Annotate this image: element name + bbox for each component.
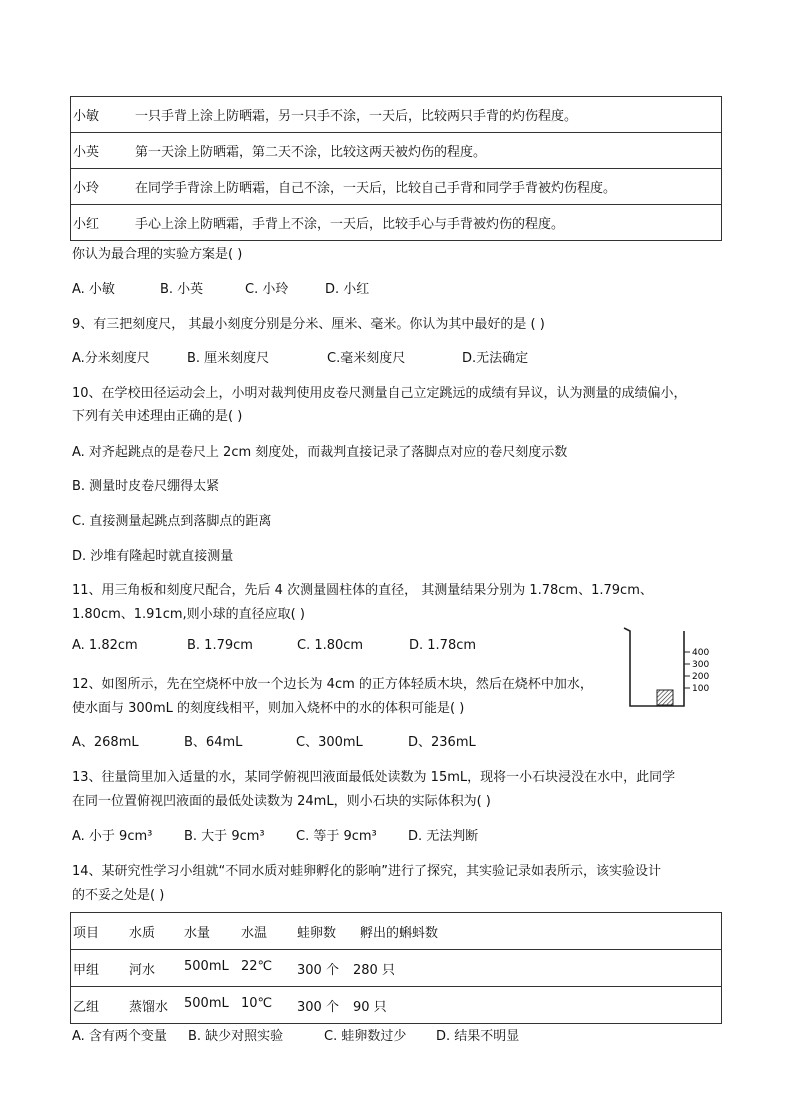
- q9-options: [72, 347, 528, 366]
- table-cell-desc: 手心上涂上防晒霜，手背上不涂，一天后，比较手心与手背被灼伤的程度。: [135, 217, 565, 232]
- q11-stem-line2: 1.80cm、1.91cm,则小球的直径应取( ): [72, 607, 305, 622]
- table-row: [71, 987, 721, 1023]
- option: C. 小玲: [245, 282, 289, 297]
- q10-stem-line2: 下列有关申述理由正确的是( ): [72, 409, 243, 424]
- table-row: [71, 133, 721, 169]
- table-header-cell: 蛙卵数: [297, 926, 337, 941]
- q10-option-d: D. 沙堆有隆起时就直接测量: [72, 549, 234, 564]
- option: A.分米刻度尺: [72, 351, 150, 366]
- table-cell: 300 个: [297, 963, 339, 978]
- q8-stem: 你认为最合理的实验方案是( ): [72, 247, 243, 262]
- table-row: [71, 950, 721, 987]
- table-row: [71, 169, 721, 205]
- table-header-cell: 孵出的蝌蚪数: [360, 926, 439, 941]
- beaker-tick-label: 200: [692, 672, 710, 682]
- q12-stem-line1: 12、如图所示，先在空烧杯中放一个边长为 4cm 的正方体轻质木块，然后在烧杯中加水，: [72, 677, 593, 692]
- option: B. 大于 9cm³: [184, 829, 265, 844]
- table-cell: 乙组: [73, 1000, 100, 1015]
- beaker-outline: [624, 628, 684, 706]
- table-cell: 90 只: [353, 1000, 387, 1015]
- table-cell: 300 个: [297, 1000, 339, 1015]
- q12-options: [72, 731, 476, 750]
- option: C. 等于 9cm³: [296, 829, 377, 844]
- table-row: [71, 205, 721, 240]
- option: D.无法确定: [462, 351, 529, 366]
- option: B. 缺少对照实验: [188, 1029, 284, 1044]
- q14-stem-line2: 的不妥之处是( ): [72, 888, 165, 903]
- option: C.毫米刻度尺: [327, 351, 406, 366]
- option: A. 含有两个变量: [72, 1029, 167, 1044]
- option: A. 1.82cm: [72, 638, 138, 653]
- table-cell-desc: 一只手背上涂上防晒霜，另一只手不涂，一天后，比较两只手背的灼伤程度。: [135, 109, 578, 124]
- q12-stem-line2: 使水面与 300mL 的刻度线相平，则加入烧杯中的水的体积可能是( ): [72, 701, 465, 716]
- option: A. 小于 9cm³: [72, 829, 153, 844]
- table-cell-desc: 第一天涂上防晒霜，第二天不涂，比较这两天被灼伤的程度。: [135, 145, 487, 160]
- option: C. 蛙卵数过少: [324, 1029, 407, 1044]
- q13-stem-line2: 在同一位置俯视凹液面的最低处读数为 24mL，则小石块的实际体积为( ): [72, 794, 491, 809]
- table-cell: 蒸馏水: [129, 1000, 169, 1015]
- option: A、268mL: [72, 735, 139, 750]
- experiment-plans-table: [70, 96, 722, 241]
- q11-options: [72, 638, 476, 653]
- q14-stem-line1: 14、某研究性学习小组就“不同水质对蛙卵孵化的影响”进行了探究，其实验记录如表所示，该实验设计: [72, 864, 662, 879]
- frog-egg-table: [70, 912, 722, 1024]
- q10-option-b: B. 测量时皮卷尺绷得太紧: [72, 479, 220, 494]
- table-cell-name: 小玲: [73, 181, 100, 196]
- table-cell: 甲组: [73, 963, 100, 978]
- option: D. 1.78cm: [409, 638, 477, 653]
- table-cell: 河水: [129, 963, 156, 978]
- table-header-cell: 水质: [129, 926, 156, 941]
- q11-stem-line1: 11、用三角板和刻度尺配合，先后 4 次测量圆柱体的直径， 其测量结果分别为 1.78cm、1.79cm、: [72, 583, 653, 598]
- option: C. 1.80cm: [297, 638, 364, 653]
- table-header-row: [71, 913, 721, 950]
- q8-options: [72, 278, 369, 297]
- table-cell: 500mL: [184, 959, 229, 974]
- table-cell: 22℃: [241, 959, 273, 974]
- q13-stem-line1: 13、往量筒里加入适量的水，某同学俯视凹液面最低处读数为 15mL，现将一小石块浸没在水中，此同学: [72, 770, 676, 785]
- beaker-figure: [622, 626, 717, 711]
- table-row: [71, 97, 721, 133]
- option: A. 小敏: [72, 282, 115, 297]
- option: B. 小英: [160, 282, 204, 297]
- table-header-cell: 水温: [241, 926, 268, 941]
- beaker-tick-label: 100: [692, 684, 710, 694]
- q13-options: [72, 825, 478, 844]
- option: D. 无法判断: [408, 829, 479, 844]
- option: B、64mL: [184, 735, 243, 750]
- table-cell-name: 小英: [73, 145, 100, 160]
- table-cell-desc: 在同学手背涂上防晒霜，自己不涂，一天后，比较自己手背和同学手背被灼伤程度。: [135, 181, 617, 196]
- table-cell-name: 小敏: [73, 109, 100, 124]
- option: D、236mL: [408, 735, 476, 750]
- option: B. 厘米刻度尺: [187, 351, 270, 366]
- option: D. 结果不明显: [436, 1029, 520, 1044]
- option: D. 小红: [325, 282, 370, 297]
- q9-stem: 9、有三把刻度尺， 其最小刻度分别是分米、厘米、毫米。你认为其中最好的是 ( ): [72, 317, 545, 332]
- table-cell: 500mL: [184, 996, 229, 1011]
- q10-option-c: C. 直接测量起跳点到落脚点的距离: [72, 514, 272, 529]
- beaker-tick-label: 400: [692, 648, 710, 658]
- q10-option-a: A. 对齐起跳点的是卷尺上 2cm 刻度处，而裁判直接记录了落脚点对应的卷尺刻度示数: [72, 445, 568, 460]
- table-cell: 10℃: [241, 996, 273, 1011]
- table-cell-name: 小红: [73, 217, 100, 232]
- table-cell: 280 只: [353, 963, 395, 978]
- q14-options: [72, 1025, 519, 1044]
- option: C、300mL: [296, 735, 363, 750]
- table-header-cell: 项目: [73, 926, 100, 941]
- option: B. 1.79cm: [187, 638, 253, 653]
- beaker-tick-label: 300: [692, 660, 710, 670]
- wood-block: [657, 690, 673, 705]
- table-header-cell: 水量: [184, 926, 211, 941]
- q10-stem-line1: 10、在学校田径运动会上，小明对裁判使用皮卷尺测量自己立定跳远的成绩有异议，认为测量的成绩偏小，: [72, 386, 687, 401]
